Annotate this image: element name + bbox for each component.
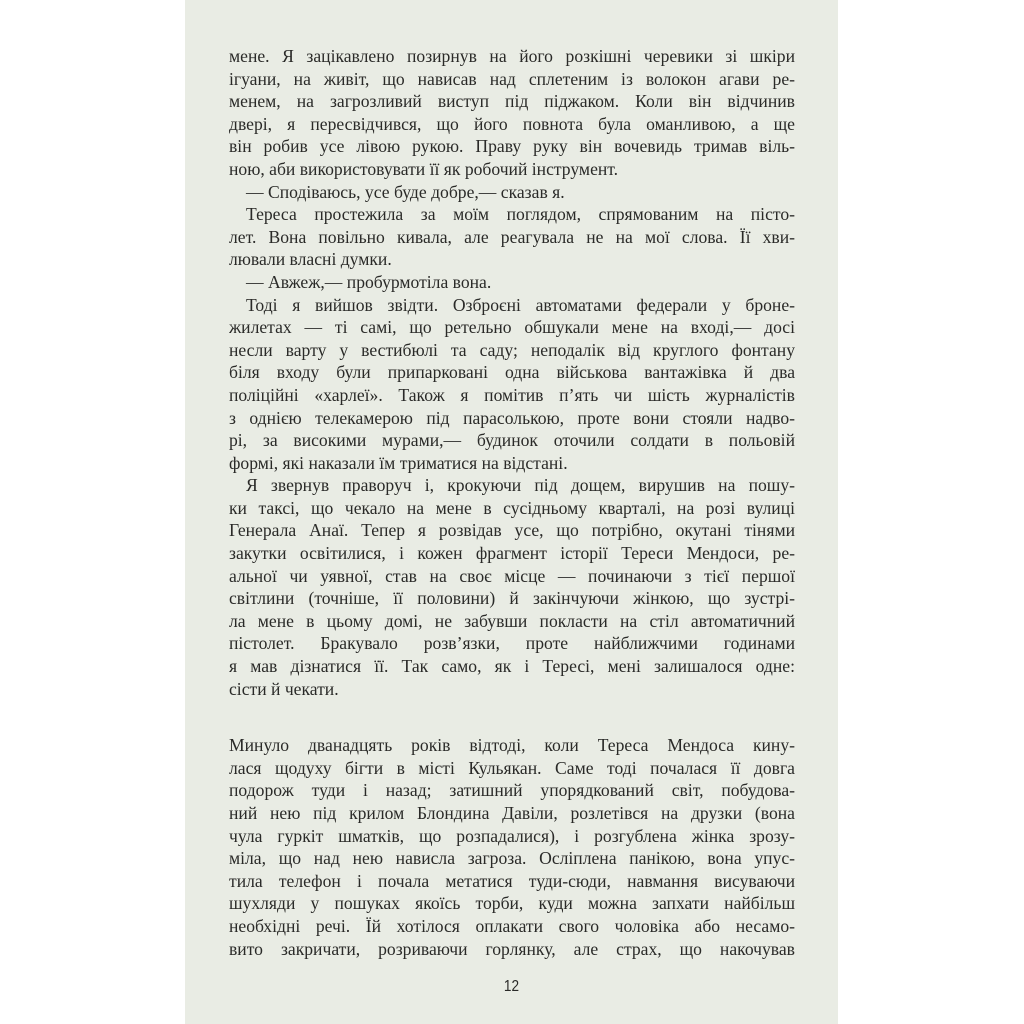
- text-line: ігуани, на живіт, що нависав над сплетеним із волокон агави ре-: [229, 68, 795, 89]
- paragraph: [229, 45, 795, 181]
- text-line: Генерала Анаї. Тепер я розвідав усе, що потрібно, окутані тінями: [229, 520, 795, 541]
- text-line: ною, аби використовувати її як робочий інструмент.: [229, 158, 619, 179]
- section-break: [229, 700, 795, 734]
- paragraph: [229, 294, 795, 475]
- text-line: — Авжеж,— пробурмотіла вона.: [246, 271, 492, 292]
- text-line: рі, за високими мурами,— будинок оточили солдати в польовій: [229, 430, 795, 451]
- text-line: двері, я пересвідчився, що його повнота була оманливою, а ще: [229, 113, 795, 134]
- body-text: [229, 45, 795, 960]
- text-line: Минуло дванадцять років відтоді, коли Тереса Мендоса кину-: [229, 735, 795, 756]
- text-line: подорож туди і назад; затишний упорядкований світ, побудова-: [229, 780, 795, 801]
- text-line: світлини (точніше, її половини) й закінчуючи жінкою, що зустрі-: [229, 588, 795, 609]
- text-line: альної чи уявної, став на своє місце — починаючи з тієї першої: [229, 565, 795, 586]
- text-line: шухляди у пошуках якоїсь торби, куди можна запхати найбільш: [229, 893, 795, 914]
- text-line: необхідні речі. Їй хотілося оплакати свого чоловіка або несамо-: [229, 915, 795, 936]
- text-line: Я звернув праворуч і, крокуючи під дощем, вирушив на пошу-: [246, 475, 795, 496]
- text-line: тила телефон і почала метатися туди-сюди, навмання висуваючи: [229, 870, 795, 891]
- text-line: закутки освітилися, і кожен фрагмент історії Тереси Мендоси, ре-: [229, 543, 795, 564]
- text-line: лася щодуху бігти в місті Кульякан. Саме тоді почалася її довга: [229, 757, 795, 778]
- text-line: він робив усе лівою рукою. Праву руку він вочевидь тримав віль-: [229, 136, 795, 157]
- text-line: менем, на загрозливий виступ під піджаком. Коли він відчинив: [229, 91, 795, 112]
- paragraph: [229, 271, 795, 294]
- book-page: [185, 0, 838, 1024]
- text-line: біля входу були припарковані одна військова вантажівка й два: [229, 362, 795, 383]
- text-line: з однією телекамерою під парасолькою, проте вони стояли надво-: [229, 407, 795, 428]
- paragraph: [229, 203, 795, 271]
- text-line: міла, що над нею нависла загроза. Осліплена панікою, вона упус-: [229, 848, 795, 869]
- text-line: лет. Вона повільно кивала, але реагувала не на мої слова. Її хви-: [229, 226, 795, 247]
- text-line: ки таксі, що чекало на мене в сусідньому кварталі, на розі вулиці: [229, 497, 795, 518]
- text-line: несли варту у вестибюлі та саду; неподалік від круглого фонтану: [229, 339, 795, 360]
- text-line: ла мене в цьому домі, не забувши покласти на стіл автоматичний: [229, 610, 795, 631]
- paragraph: [229, 734, 795, 960]
- paragraph: [229, 474, 795, 700]
- text-line: чула гуркіт шматків, що розпадалися), і розгублена жінка зрозу-: [229, 825, 795, 846]
- text-line: ний нею під крилом Блондина Давіли, розлетівся на друзки (вона: [229, 803, 795, 823]
- text-line: вито закричати, розриваючи горлянку, але страх, що накочував: [229, 938, 795, 959]
- text-line: Тоді я вийшов звідти. Озброєні автоматами федерали у броне-: [246, 294, 795, 315]
- text-line: Тереса простежила за моїм поглядом, спрямованим на пісто-: [246, 204, 795, 225]
- text-line: поліційні «харлеї». Також я помітив п’ять чи шість журналістів: [229, 384, 795, 405]
- page-number: 12: [503, 978, 520, 995]
- text-line: жилетах — ті самі, що ретельно обшукали мене на вході,— досі: [229, 317, 795, 338]
- text-line: — Сподіваюсь, усе буде добре,— сказав я.: [246, 181, 565, 202]
- text-line: формі, які наказали їм триматися на відстані.: [229, 452, 568, 473]
- paragraph: [229, 181, 795, 204]
- text-line: пістолет. Бракувало розв’язки, проте найближчими годинами: [229, 633, 795, 654]
- text-line: сісти й чекати.: [229, 678, 339, 699]
- text-line: я мав дізнатися її. Так само, як і Тересі, мені залишалося одне:: [229, 656, 795, 677]
- text-line: лювали власні думки.: [229, 249, 392, 270]
- text-line: мене. Я зацікавлено позирнув на його розкішні черевики зі шкіри: [229, 46, 795, 66]
